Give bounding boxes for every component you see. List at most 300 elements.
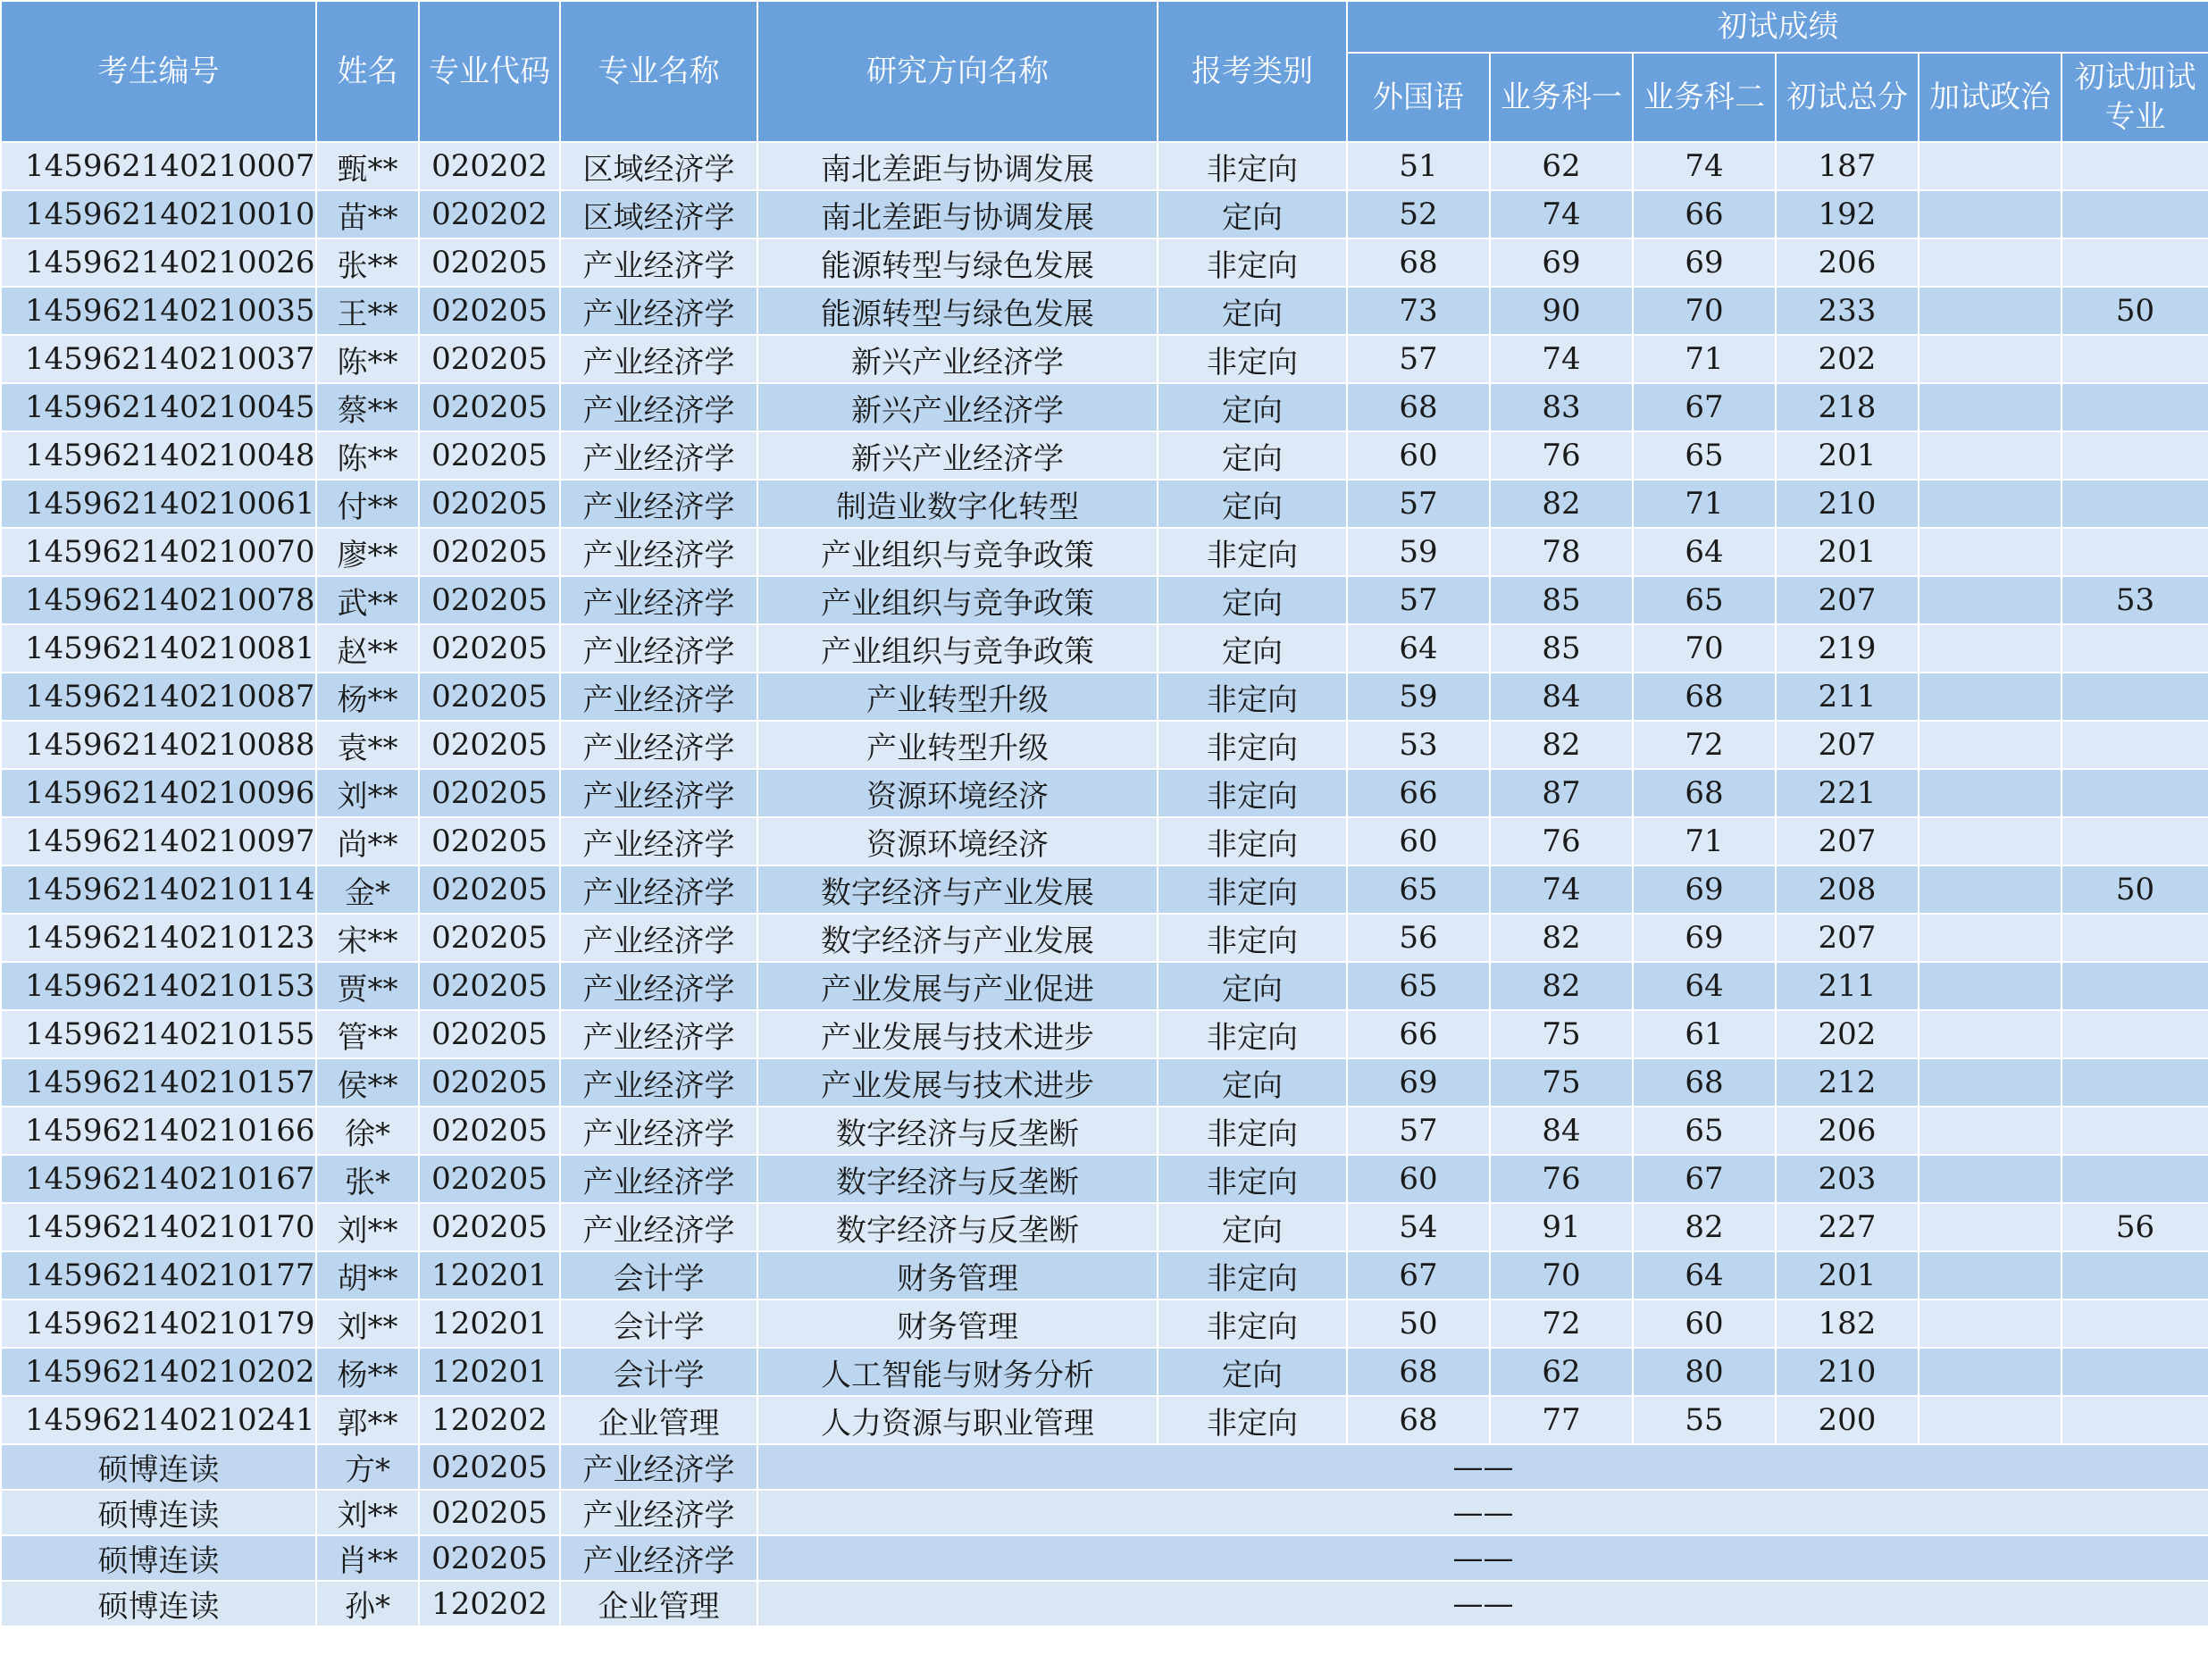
table-row [1, 576, 2208, 624]
prelim-total-score: 206 [1776, 238, 1919, 287]
prelim-total-score: 233 [1776, 287, 1919, 335]
direction-cell: 资源环境经济 [757, 769, 1158, 817]
major-name-cell: 产业经济学 [560, 1107, 757, 1155]
exam-id-cell: 145962140210078 [1, 576, 316, 624]
prelim-total-score: 203 [1776, 1155, 1919, 1203]
category-cell: 定向 [1158, 190, 1347, 238]
extra-politics-score [1919, 576, 2062, 624]
exam-id-cell: 145962140210241 [1, 1396, 316, 1444]
direction-cell: 数字经济与产业发展 [757, 914, 1158, 962]
exam-id-cell: 145962140210166 [1, 1107, 316, 1155]
major-code-cell: 020205 [419, 769, 560, 817]
table-row [1, 817, 2208, 865]
major-code-cell: 120202 [419, 1581, 560, 1626]
table-row [1, 1396, 2208, 1444]
major-code-cell: 020205 [419, 721, 560, 769]
extra-politics-score [1919, 914, 2062, 962]
subject-2-score: 69 [1633, 914, 1776, 962]
name-cell: 胡** [316, 1251, 419, 1300]
direction-cell: 新兴产业经济学 [757, 383, 1158, 431]
exam-id-cell: 145962140210202 [1, 1348, 316, 1396]
extra-major-score [2062, 673, 2208, 721]
extra-major-score [2062, 1348, 2208, 1396]
foreign-language-score: 57 [1347, 480, 1490, 528]
subject-2-score: 69 [1633, 865, 1776, 914]
direction-cell: 南北差距与协调发展 [757, 142, 1158, 190]
category-cell: 非定向 [1158, 673, 1347, 721]
direction-cell: 人力资源与职业管理 [757, 1396, 1158, 1444]
prelim-total-score: 207 [1776, 914, 1919, 962]
name-cell: 陈** [316, 335, 419, 383]
exam-id-cell: 145962140210007 [1, 142, 316, 190]
exam-id-cell: 145962140210097 [1, 817, 316, 865]
direction-cell: 财务管理 [757, 1251, 1158, 1300]
category-cell: 非定向 [1158, 1010, 1347, 1058]
category-cell: 定向 [1158, 576, 1347, 624]
major-code-cell: 020205 [419, 1058, 560, 1107]
foreign-language-score: 59 [1347, 528, 1490, 576]
exam-id-cell: 145962140210037 [1, 335, 316, 383]
major-name-cell: 产业经济学 [560, 335, 757, 383]
foreign-language-score: 51 [1347, 142, 1490, 190]
major-code-cell: 020205 [419, 287, 560, 335]
table-body [1, 142, 2208, 1626]
header-major-code: 专业代码 [419, 1, 560, 142]
name-cell: 付** [316, 480, 419, 528]
prelim-total-score: 210 [1776, 1348, 1919, 1396]
extra-major-score [2062, 1058, 2208, 1107]
major-name-cell: 产业经济学 [560, 1490, 757, 1535]
category-cell: 定向 [1158, 624, 1347, 673]
extra-politics-score [1919, 1203, 2062, 1251]
major-name-cell: 产业经济学 [560, 528, 757, 576]
exam-id-cell: 145962140210123 [1, 914, 316, 962]
extra-major-score [2062, 1300, 2208, 1348]
subject-2-score: 64 [1633, 1251, 1776, 1300]
extra-major-score: 56 [2062, 1203, 2208, 1251]
exam-id-cell: 145962140210114 [1, 865, 316, 914]
major-code-cell: 020205 [419, 576, 560, 624]
category-cell: 定向 [1158, 480, 1347, 528]
extra-politics-score [1919, 721, 2062, 769]
subject-1-score: 82 [1490, 480, 1633, 528]
major-name-cell: 区域经济学 [560, 190, 757, 238]
prelim-total-score: 206 [1776, 1107, 1919, 1155]
subject-2-score: 72 [1633, 721, 1776, 769]
direction-cell: 能源转型与绿色发展 [757, 287, 1158, 335]
prelim-total-score: 210 [1776, 480, 1919, 528]
extra-politics-score [1919, 1300, 2062, 1348]
extra-politics-score [1919, 1107, 2062, 1155]
foreign-language-score: 65 [1347, 962, 1490, 1010]
foreign-language-score: 60 [1347, 817, 1490, 865]
category-cell: 非定向 [1158, 238, 1347, 287]
extra-major-score [2062, 238, 2208, 287]
header-extra-politics: 加试政治 [1919, 53, 2062, 142]
exam-id-cell: 145962140210070 [1, 528, 316, 576]
major-name-cell: 产业经济学 [560, 431, 757, 480]
name-cell: 侯** [316, 1058, 419, 1107]
extra-major-score [2062, 1251, 2208, 1300]
foreign-language-score: 59 [1347, 673, 1490, 721]
foreign-language-score: 73 [1347, 287, 1490, 335]
exam-id-cell: 145962140210157 [1, 1058, 316, 1107]
major-name-cell: 产业经济学 [560, 238, 757, 287]
extra-politics-score [1919, 1251, 2062, 1300]
extra-major-score [2062, 431, 2208, 480]
table-row [1, 1155, 2208, 1203]
major-code-cell: 020205 [419, 1203, 560, 1251]
major-code-cell: 020205 [419, 1490, 560, 1535]
header-exam-id: 考生编号 [1, 1, 316, 142]
subject-2-score: 70 [1633, 624, 1776, 673]
name-cell: 宋** [316, 914, 419, 962]
extra-major-score [2062, 1155, 2208, 1203]
subject-1-score: 84 [1490, 673, 1633, 721]
exam-id-cell: 145962140210155 [1, 1010, 316, 1058]
foreign-language-score: 68 [1347, 1396, 1490, 1444]
extra-politics-score [1919, 480, 2062, 528]
exam-id-cell: 145962140210087 [1, 673, 316, 721]
major-code-cell: 020205 [419, 1107, 560, 1155]
direction-cell: 数字经济与反垄断 [757, 1203, 1158, 1251]
name-cell: 苗** [316, 190, 419, 238]
foreign-language-score: 69 [1347, 1058, 1490, 1107]
major-code-cell: 020202 [419, 142, 560, 190]
subject-1-score: 90 [1490, 287, 1633, 335]
extra-major-score: 50 [2062, 865, 2208, 914]
subject-1-score: 76 [1490, 431, 1633, 480]
subject-1-score: 82 [1490, 914, 1633, 962]
major-code-cell: 020205 [419, 1535, 560, 1581]
joint-program-row [1, 1535, 2208, 1581]
foreign-language-score: 68 [1347, 1348, 1490, 1396]
category-cell: 定向 [1158, 431, 1347, 480]
category-cell: 定向 [1158, 1058, 1347, 1107]
subject-2-score: 67 [1633, 383, 1776, 431]
table-row [1, 190, 2208, 238]
prelim-total-score: 208 [1776, 865, 1919, 914]
foreign-language-score: 50 [1347, 1300, 1490, 1348]
subject-2-score: 65 [1633, 576, 1776, 624]
exam-id-cell: 145962140210035 [1, 287, 316, 335]
name-cell: 孙* [316, 1581, 419, 1626]
foreign-language-score: 64 [1347, 624, 1490, 673]
extra-politics-score [1919, 335, 2062, 383]
extra-politics-score [1919, 383, 2062, 431]
name-cell: 陈** [316, 431, 419, 480]
major-name-cell: 产业经济学 [560, 817, 757, 865]
name-cell: 武** [316, 576, 419, 624]
table-row [1, 1348, 2208, 1396]
joint-program-label: 硕博连读 [1, 1490, 316, 1535]
table-row [1, 769, 2208, 817]
extra-major-score [2062, 528, 2208, 576]
major-code-cell: 020202 [419, 190, 560, 238]
extra-major-score: 50 [2062, 287, 2208, 335]
extra-politics-score [1919, 1348, 2062, 1396]
prelim-total-score: 212 [1776, 1058, 1919, 1107]
extra-politics-score [1919, 1058, 2062, 1107]
foreign-language-score: 66 [1347, 1010, 1490, 1058]
subject-2-score: 66 [1633, 190, 1776, 238]
direction-cell: 资源环境经济 [757, 817, 1158, 865]
prelim-total-score: 192 [1776, 190, 1919, 238]
extra-major-score: 53 [2062, 576, 2208, 624]
table-row [1, 238, 2208, 287]
joint-program-label: 硕博连读 [1, 1581, 316, 1626]
name-cell: 金* [316, 865, 419, 914]
extra-major-score [2062, 914, 2208, 962]
exam-id-cell: 145962140210010 [1, 190, 316, 238]
major-code-cell: 020205 [419, 383, 560, 431]
prelim-total-score: 207 [1776, 721, 1919, 769]
direction-cell: 产业发展与技术进步 [757, 1058, 1158, 1107]
not-applicable-dash: —— [757, 1490, 2208, 1535]
prelim-total-score: 219 [1776, 624, 1919, 673]
name-cell: 方* [316, 1444, 419, 1490]
subject-1-score: 91 [1490, 1203, 1633, 1251]
major-code-cell: 020205 [419, 624, 560, 673]
extra-major-score [2062, 335, 2208, 383]
major-code-cell: 020205 [419, 865, 560, 914]
table-row [1, 624, 2208, 673]
extra-major-score [2062, 624, 2208, 673]
table-row [1, 142, 2208, 190]
major-name-cell: 产业经济学 [560, 576, 757, 624]
category-cell: 非定向 [1158, 335, 1347, 383]
category-cell: 非定向 [1158, 1396, 1347, 1444]
foreign-language-score: 56 [1347, 914, 1490, 962]
extra-politics-score [1919, 1155, 2062, 1203]
joint-program-row [1, 1490, 2208, 1535]
joint-program-label: 硕博连读 [1, 1444, 316, 1490]
subject-1-score: 76 [1490, 1155, 1633, 1203]
subject-2-score: 68 [1633, 673, 1776, 721]
extra-major-score [2062, 190, 2208, 238]
foreign-language-score: 68 [1347, 383, 1490, 431]
table-row [1, 431, 2208, 480]
name-cell: 郭** [316, 1396, 419, 1444]
major-code-cell: 020205 [419, 1155, 560, 1203]
category-cell: 非定向 [1158, 914, 1347, 962]
subject-1-score: 87 [1490, 769, 1633, 817]
header-name: 姓名 [316, 1, 419, 142]
direction-cell: 产业发展与技术进步 [757, 1010, 1158, 1058]
major-name-cell: 会计学 [560, 1251, 757, 1300]
major-code-cell: 020205 [419, 480, 560, 528]
table-row [1, 1107, 2208, 1155]
table-row [1, 914, 2208, 962]
name-cell: 杨** [316, 673, 419, 721]
subject-1-score: 74 [1490, 335, 1633, 383]
subject-1-score: 82 [1490, 721, 1633, 769]
not-applicable-dash: —— [757, 1581, 2208, 1626]
extra-politics-score [1919, 962, 2062, 1010]
direction-cell: 财务管理 [757, 1300, 1158, 1348]
category-cell: 非定向 [1158, 528, 1347, 576]
header-category: 报考类别 [1158, 1, 1347, 142]
extra-politics-score [1919, 142, 2062, 190]
major-name-cell: 产业经济学 [560, 1444, 757, 1490]
extra-politics-score [1919, 624, 2062, 673]
major-code-cell: 120202 [419, 1396, 560, 1444]
extra-politics-score [1919, 1396, 2062, 1444]
subject-1-score: 85 [1490, 576, 1633, 624]
extra-politics-score [1919, 1010, 2062, 1058]
header-foreign-language: 外国语 [1347, 53, 1490, 142]
foreign-language-score: 52 [1347, 190, 1490, 238]
subject-2-score: 82 [1633, 1203, 1776, 1251]
major-name-cell: 企业管理 [560, 1581, 757, 1626]
subject-2-score: 65 [1633, 431, 1776, 480]
category-cell: 非定向 [1158, 1155, 1347, 1203]
major-name-cell: 产业经济学 [560, 914, 757, 962]
extra-politics-score [1919, 287, 2062, 335]
prelim-total-score: 187 [1776, 142, 1919, 190]
major-code-cell: 020205 [419, 431, 560, 480]
table-row [1, 673, 2208, 721]
table-row [1, 1010, 2208, 1058]
exam-id-cell: 145962140210026 [1, 238, 316, 287]
prelim-total-score: 201 [1776, 1251, 1919, 1300]
extra-major-score [2062, 1107, 2208, 1155]
prelim-total-score: 200 [1776, 1396, 1919, 1444]
prelim-total-score: 201 [1776, 528, 1919, 576]
table-header [1, 1, 2208, 142]
major-code-cell: 120201 [419, 1251, 560, 1300]
name-cell: 刘** [316, 1300, 419, 1348]
extra-major-score [2062, 721, 2208, 769]
prelim-total-score: 221 [1776, 769, 1919, 817]
extra-politics-score [1919, 769, 2062, 817]
name-cell: 刘** [316, 1490, 419, 1535]
major-name-cell: 产业经济学 [560, 1535, 757, 1581]
name-cell: 张** [316, 238, 419, 287]
subject-1-score: 69 [1490, 238, 1633, 287]
extra-politics-score [1919, 865, 2062, 914]
subject-1-score: 82 [1490, 962, 1633, 1010]
major-name-cell: 产业经济学 [560, 287, 757, 335]
subject-1-score: 62 [1490, 1348, 1633, 1396]
subject-2-score: 71 [1633, 480, 1776, 528]
major-code-cell: 020205 [419, 1444, 560, 1490]
major-name-cell: 产业经济学 [560, 624, 757, 673]
major-code-cell: 020205 [419, 238, 560, 287]
prelim-total-score: 218 [1776, 383, 1919, 431]
subject-1-score: 75 [1490, 1058, 1633, 1107]
prelim-total-score: 211 [1776, 673, 1919, 721]
category-cell: 定向 [1158, 962, 1347, 1010]
name-cell: 廖** [316, 528, 419, 576]
direction-cell: 产业组织与竞争政策 [757, 528, 1158, 576]
direction-cell: 南北差距与协调发展 [757, 190, 1158, 238]
category-cell: 非定向 [1158, 865, 1347, 914]
direction-cell: 产业组织与竞争政策 [757, 624, 1158, 673]
subject-2-score: 65 [1633, 1107, 1776, 1155]
subject-2-score: 74 [1633, 142, 1776, 190]
name-cell: 肖** [316, 1535, 419, 1581]
exam-id-cell: 145962140210170 [1, 1203, 316, 1251]
name-cell: 蔡** [316, 383, 419, 431]
category-cell: 非定向 [1158, 817, 1347, 865]
prelim-total-score: 201 [1776, 431, 1919, 480]
prelim-total-score: 202 [1776, 1010, 1919, 1058]
foreign-language-score: 53 [1347, 721, 1490, 769]
header-direction: 研究方向名称 [757, 1, 1158, 142]
extra-major-score [2062, 480, 2208, 528]
header-extra-major: 初试加试专业 [2062, 53, 2208, 142]
direction-cell: 数字经济与反垄断 [757, 1107, 1158, 1155]
major-name-cell: 产业经济学 [560, 480, 757, 528]
extra-politics-score [1919, 817, 2062, 865]
foreign-language-score: 57 [1347, 335, 1490, 383]
major-name-cell: 产业经济学 [560, 865, 757, 914]
direction-cell: 新兴产业经济学 [757, 431, 1158, 480]
table-row [1, 962, 2208, 1010]
table-row [1, 1203, 2208, 1251]
major-name-cell: 产业经济学 [560, 383, 757, 431]
direction-cell: 制造业数字化转型 [757, 480, 1158, 528]
extra-politics-score [1919, 238, 2062, 287]
major-name-cell: 会计学 [560, 1300, 757, 1348]
header-prelim-total: 初试总分 [1776, 53, 1919, 142]
prelim-total-score: 227 [1776, 1203, 1919, 1251]
joint-program-row [1, 1581, 2208, 1626]
name-cell: 徐* [316, 1107, 419, 1155]
table-row [1, 1300, 2208, 1348]
major-name-cell: 企业管理 [560, 1396, 757, 1444]
direction-cell: 人工智能与财务分析 [757, 1348, 1158, 1396]
exam-id-cell: 145962140210179 [1, 1300, 316, 1348]
direction-cell: 能源转型与绿色发展 [757, 238, 1158, 287]
subject-2-score: 71 [1633, 817, 1776, 865]
subject-2-score: 64 [1633, 528, 1776, 576]
major-code-cell: 020205 [419, 673, 560, 721]
direction-cell: 数字经济与反垄断 [757, 1155, 1158, 1203]
exam-id-cell: 145962140210088 [1, 721, 316, 769]
exam-id-cell: 145962140210153 [1, 962, 316, 1010]
exam-id-cell: 145962140210081 [1, 624, 316, 673]
header-subject-1: 业务科一 [1490, 53, 1633, 142]
subject-2-score: 69 [1633, 238, 1776, 287]
major-code-cell: 120201 [419, 1300, 560, 1348]
exam-id-cell: 145962140210096 [1, 769, 316, 817]
extra-major-score [2062, 1396, 2208, 1444]
prelim-total-score: 211 [1776, 962, 1919, 1010]
name-cell: 贾** [316, 962, 419, 1010]
subject-2-score: 71 [1633, 335, 1776, 383]
extra-major-score [2062, 1010, 2208, 1058]
header-subject-2: 业务科二 [1633, 53, 1776, 142]
name-cell: 尚** [316, 817, 419, 865]
major-name-cell: 产业经济学 [560, 721, 757, 769]
joint-program-label: 硕博连读 [1, 1535, 316, 1581]
category-cell: 定向 [1158, 383, 1347, 431]
extra-politics-score [1919, 528, 2062, 576]
exam-id-cell: 145962140210177 [1, 1251, 316, 1300]
subject-2-score: 70 [1633, 287, 1776, 335]
subject-2-score: 61 [1633, 1010, 1776, 1058]
subject-1-score: 77 [1490, 1396, 1633, 1444]
prelim-total-score: 202 [1776, 335, 1919, 383]
category-cell: 非定向 [1158, 1107, 1347, 1155]
name-cell: 刘** [316, 769, 419, 817]
category-cell: 定向 [1158, 287, 1347, 335]
table-row [1, 1058, 2208, 1107]
foreign-language-score: 66 [1347, 769, 1490, 817]
subject-1-score: 74 [1490, 865, 1633, 914]
